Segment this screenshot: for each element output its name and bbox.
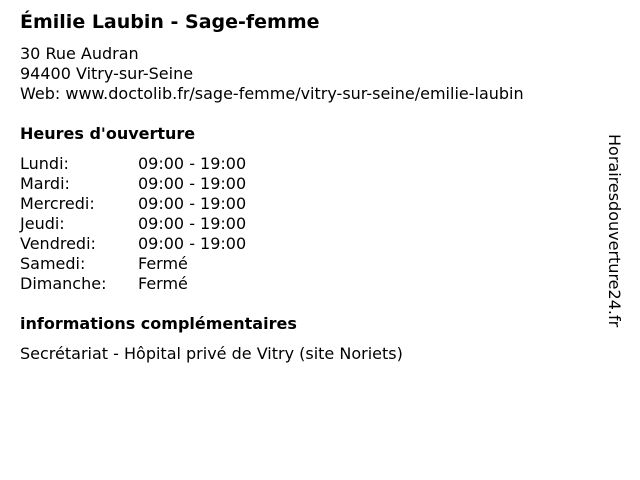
hours-row-wednesday bbox=[20, 194, 320, 214]
day-label: Vendredi: bbox=[20, 234, 96, 253]
web-url: www.doctolib.fr/sage-femme/vitry-sur-seine/emilie-laubin bbox=[65, 84, 524, 103]
web-label: Web: bbox=[20, 84, 61, 103]
hours-row-monday bbox=[20, 154, 320, 174]
address-block bbox=[20, 44, 524, 104]
day-hours: 09:00 - 19:00 bbox=[138, 194, 247, 213]
postal-city: 94400 Vitry-sur-Seine bbox=[20, 64, 194, 83]
web-line bbox=[20, 84, 524, 104]
hours-row-friday bbox=[20, 234, 320, 254]
opening-hours-heading: Heures d'ouverture bbox=[20, 124, 196, 143]
business-title: Émilie Laubin - Sage-femme bbox=[20, 11, 320, 33]
day-hours: 09:00 - 19:00 bbox=[138, 234, 247, 253]
hours-row-saturday bbox=[20, 254, 320, 274]
day-label: Samedi: bbox=[20, 254, 86, 273]
hours-row-sunday bbox=[20, 274, 320, 294]
day-label: Mardi: bbox=[20, 174, 70, 193]
site-watermark: Horairesdouverture24.fr bbox=[605, 134, 624, 328]
day-hours: Fermé bbox=[138, 254, 188, 273]
day-label: Dimanche: bbox=[20, 274, 107, 293]
additional-info-text: Secrétariat - Hôpital privé de Vitry (site Noriets) bbox=[20, 344, 403, 363]
day-label: Mercredi: bbox=[20, 194, 95, 213]
day-hours: Fermé bbox=[138, 274, 188, 293]
additional-info-heading: informations complémentaires bbox=[20, 314, 297, 333]
opening-hours-list bbox=[20, 154, 320, 294]
day-hours: 09:00 - 19:00 bbox=[138, 174, 247, 193]
day-label: Jeudi: bbox=[20, 214, 65, 233]
day-hours: 09:00 - 19:00 bbox=[138, 154, 247, 173]
hours-row-thursday bbox=[20, 214, 320, 234]
street-address: 30 Rue Audran bbox=[20, 44, 139, 63]
day-label: Lundi: bbox=[20, 154, 69, 173]
day-hours: 09:00 - 19:00 bbox=[138, 214, 247, 233]
hours-row-tuesday bbox=[20, 174, 320, 194]
